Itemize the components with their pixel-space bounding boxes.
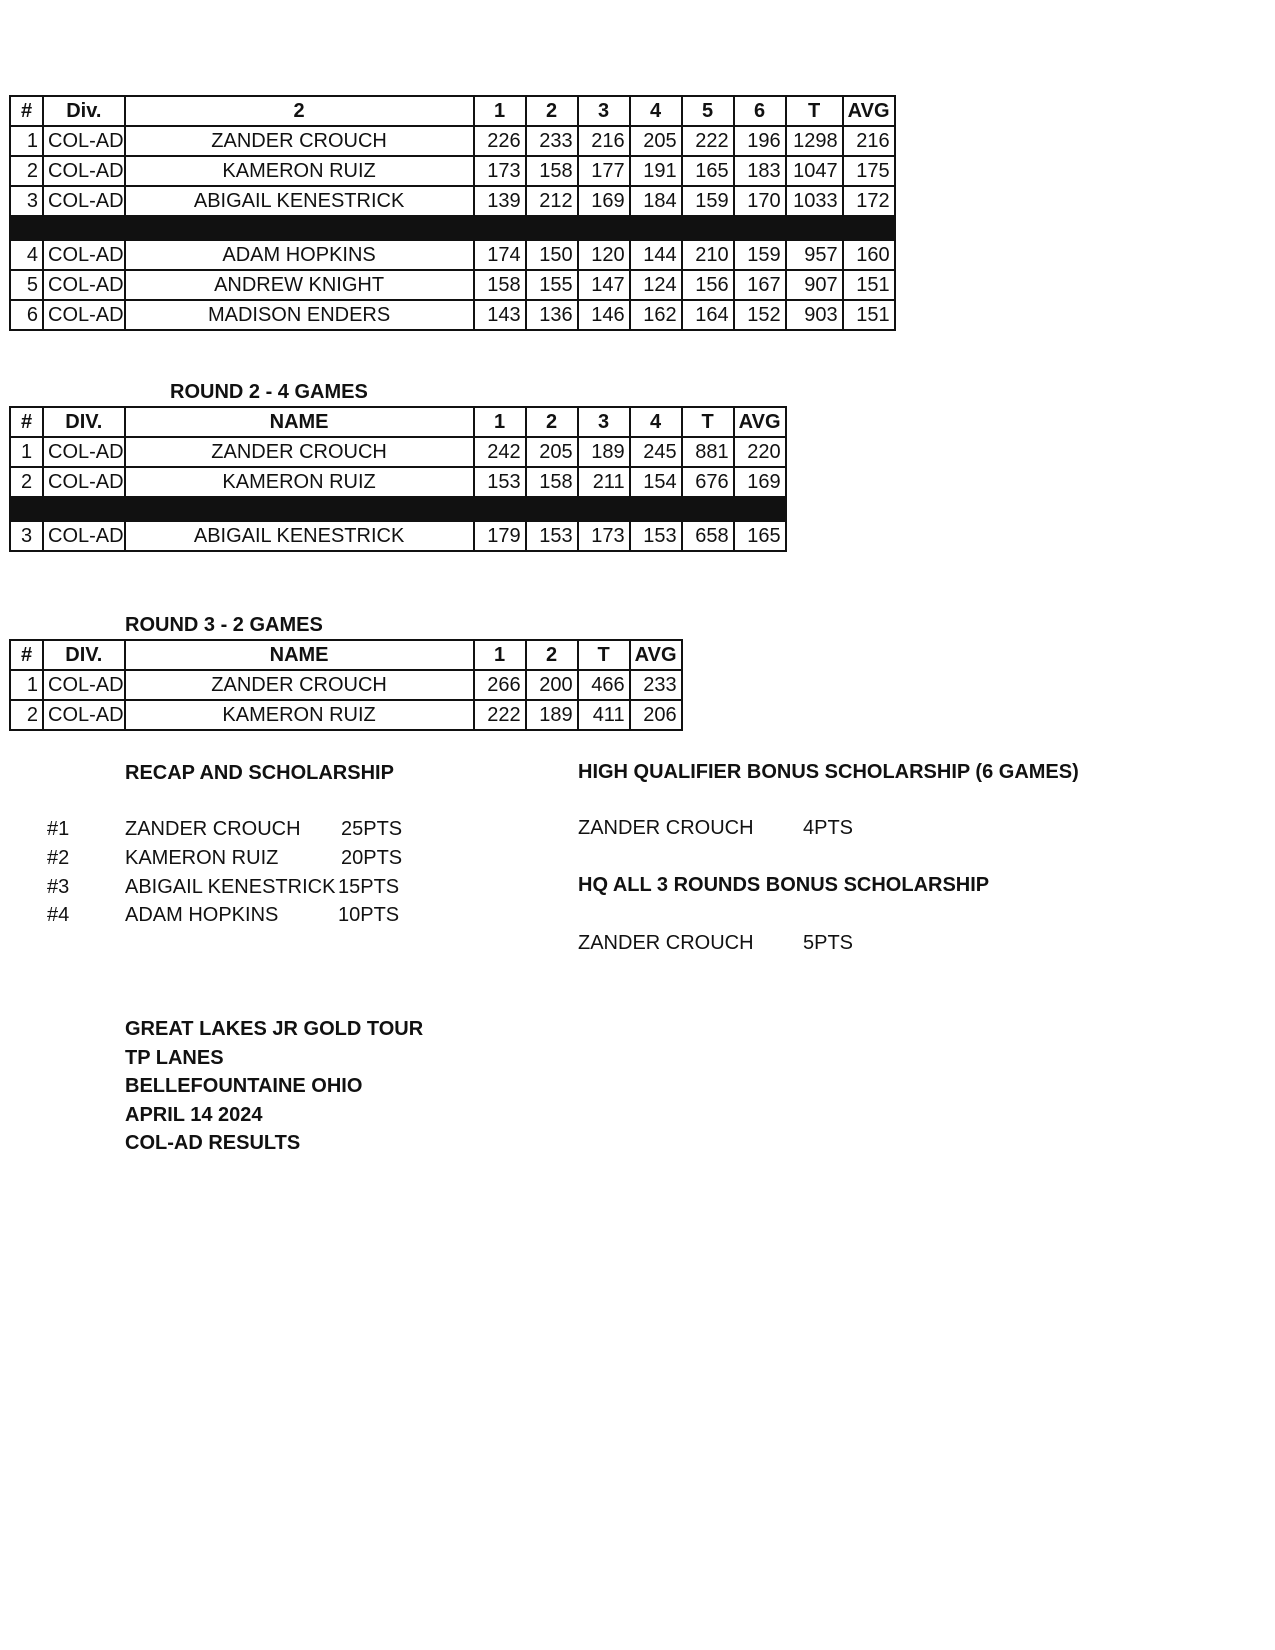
game-score-cell: 158 — [474, 270, 526, 300]
division-cell: COL-AD — [43, 670, 125, 700]
recap-name: ZANDER CROUCH — [125, 818, 301, 840]
total-cell: 903 — [786, 300, 843, 330]
table-row — [10, 156, 895, 186]
average-cell: 151 — [843, 300, 895, 330]
recap-rank: #2 — [47, 847, 70, 869]
game-score-cell: 211 — [578, 467, 630, 497]
col-header: # — [10, 640, 43, 670]
table-row — [10, 270, 895, 300]
col-header: Div. — [43, 96, 125, 126]
recap-rank: #4 — [47, 904, 70, 926]
total-cell: 957 — [786, 240, 843, 270]
col-header: 1 — [474, 640, 526, 670]
col-header: DIV. — [43, 407, 125, 437]
rank-cell: 3 — [10, 521, 43, 551]
recap-points: 25PTS — [341, 818, 403, 840]
recap-name: KAMERON RUIZ — [125, 847, 279, 869]
average-cell: 216 — [843, 126, 895, 156]
game-score-cell: 173 — [578, 521, 630, 551]
name-cell: KAMERON RUIZ — [125, 700, 474, 730]
cut-line-divider — [10, 216, 895, 240]
game-score-cell: 156 — [682, 270, 734, 300]
game-score-cell: 164 — [682, 300, 734, 330]
recap-points: 10PTS — [338, 904, 400, 926]
recap-name: ABIGAIL KENESTRICK — [125, 876, 336, 898]
game-score-cell: 146 — [578, 300, 630, 330]
average-cell: 160 — [843, 240, 895, 270]
average-cell: 172 — [843, 186, 895, 216]
table-row — [10, 700, 682, 730]
game-score-cell: 212 — [526, 186, 578, 216]
game-score-cell: 184 — [630, 186, 682, 216]
table-row — [10, 670, 682, 700]
division-cell: COL-AD — [43, 126, 125, 156]
col-header: T — [786, 96, 843, 126]
round3-header-row — [10, 640, 682, 670]
game-score-cell: 210 — [682, 240, 734, 270]
round3-table — [9, 639, 683, 731]
game-score-cell: 167 — [734, 270, 786, 300]
col-header: 2 — [125, 96, 474, 126]
hq-bonus-name: ZANDER CROUCH — [578, 817, 754, 839]
average-cell: 151 — [843, 270, 895, 300]
game-score-cell: 173 — [474, 156, 526, 186]
name-cell: ANDREW KNIGHT — [125, 270, 474, 300]
recap-rank: #1 — [47, 818, 70, 840]
recap-title: RECAP AND SCHOLARSHIP — [125, 762, 394, 784]
game-score-cell: 170 — [734, 186, 786, 216]
total-cell: 411 — [578, 700, 630, 730]
average-cell: 175 — [843, 156, 895, 186]
rank-cell: 2 — [10, 700, 43, 730]
table-row — [10, 300, 895, 330]
event-date: APRIL 14 2024 — [125, 1104, 263, 1126]
game-score-cell: 205 — [526, 437, 578, 467]
col-header: 3 — [578, 96, 630, 126]
rank-cell: 3 — [10, 186, 43, 216]
name-cell: MADISON ENDERS — [125, 300, 474, 330]
round2-header-row — [10, 407, 786, 437]
recap-name: ADAM HOPKINS — [125, 904, 279, 926]
col-header: AVG — [843, 96, 895, 126]
col-header: 4 — [630, 96, 682, 126]
game-score-cell: 189 — [526, 700, 578, 730]
game-score-cell: 144 — [630, 240, 682, 270]
game-score-cell: 222 — [682, 126, 734, 156]
total-cell: 466 — [578, 670, 630, 700]
total-cell: 881 — [682, 437, 734, 467]
hq-all3-points: 5PTS — [803, 932, 854, 954]
col-header: 2 — [526, 640, 578, 670]
game-score-cell: 200 — [526, 670, 578, 700]
round1-header-row — [10, 96, 895, 126]
col-header: T — [682, 407, 734, 437]
round3-title: ROUND 3 - 2 GAMES — [125, 614, 323, 636]
col-header: AVG — [734, 407, 786, 437]
game-score-cell: 196 — [734, 126, 786, 156]
table-row — [10, 437, 786, 467]
game-score-cell: 139 — [474, 186, 526, 216]
division-cell: COL-AD — [43, 240, 125, 270]
average-cell: 165 — [734, 521, 786, 551]
round2-table — [9, 406, 787, 552]
event-venue: TP LANES — [125, 1047, 224, 1069]
game-score-cell: 152 — [734, 300, 786, 330]
rank-cell: 4 — [10, 240, 43, 270]
recap-rank: #3 — [47, 876, 70, 898]
game-score-cell: 174 — [474, 240, 526, 270]
division-cell: COL-AD — [43, 300, 125, 330]
game-score-cell: 189 — [578, 437, 630, 467]
average-cell: 233 — [630, 670, 682, 700]
game-score-cell: 124 — [630, 270, 682, 300]
game-score-cell: 216 — [578, 126, 630, 156]
hq-bonus-points: 4PTS — [803, 817, 854, 839]
game-score-cell: 159 — [682, 186, 734, 216]
table-row — [10, 186, 895, 216]
game-score-cell: 226 — [474, 126, 526, 156]
game-score-cell: 154 — [630, 467, 682, 497]
col-header: DIV. — [43, 640, 125, 670]
game-score-cell: 136 — [526, 300, 578, 330]
name-cell: ADAM HOPKINS — [125, 240, 474, 270]
division-cell: COL-AD — [43, 521, 125, 551]
game-score-cell: 159 — [734, 240, 786, 270]
recap-points: 20PTS — [341, 847, 403, 869]
col-header: NAME — [125, 407, 474, 437]
hq-bonus-title: HIGH QUALIFIER BONUS SCHOLARSHIP (6 GAMES) — [578, 761, 1079, 783]
col-header: AVG — [630, 640, 682, 670]
col-header: 2 — [526, 407, 578, 437]
name-cell: KAMERON RUIZ — [125, 156, 474, 186]
division-cell: COL-AD — [43, 437, 125, 467]
game-score-cell: 233 — [526, 126, 578, 156]
game-score-cell: 155 — [526, 270, 578, 300]
total-cell: 676 — [682, 467, 734, 497]
hq-all3-title: HQ ALL 3 ROUNDS BONUS SCHOLARSHIP — [578, 874, 990, 896]
col-header: NAME — [125, 640, 474, 670]
average-cell: 220 — [734, 437, 786, 467]
col-header: 5 — [682, 96, 734, 126]
col-header: 1 — [474, 96, 526, 126]
game-score-cell: 120 — [578, 240, 630, 270]
rank-cell: 2 — [10, 467, 43, 497]
table-row — [10, 126, 895, 156]
round2-title: ROUND 2 - 4 GAMES — [170, 381, 368, 403]
game-score-cell: 245 — [630, 437, 682, 467]
total-cell: 658 — [682, 521, 734, 551]
total-cell: 907 — [786, 270, 843, 300]
division-cell: COL-AD — [43, 156, 125, 186]
average-cell: 206 — [630, 700, 682, 730]
rank-cell: 2 — [10, 156, 43, 186]
rank-cell: 1 — [10, 126, 43, 156]
cut-line-divider — [10, 497, 786, 521]
name-cell: ZANDER CROUCH — [125, 437, 474, 467]
total-cell: 1033 — [786, 186, 843, 216]
recap-points: 15PTS — [338, 876, 400, 898]
col-header: 4 — [630, 407, 682, 437]
col-header: 2 — [526, 96, 578, 126]
round1-table — [9, 95, 896, 331]
name-cell: KAMERON RUIZ — [125, 467, 474, 497]
game-score-cell: 183 — [734, 156, 786, 186]
game-score-cell: 153 — [630, 521, 682, 551]
game-score-cell: 179 — [474, 521, 526, 551]
game-score-cell: 242 — [474, 437, 526, 467]
game-score-cell: 143 — [474, 300, 526, 330]
game-score-cell: 266 — [474, 670, 526, 700]
col-header: # — [10, 96, 43, 126]
rank-cell: 6 — [10, 300, 43, 330]
game-score-cell: 162 — [630, 300, 682, 330]
col-header: 1 — [474, 407, 526, 437]
col-header: T — [578, 640, 630, 670]
table-row — [10, 521, 786, 551]
name-cell: ZANDER CROUCH — [125, 126, 474, 156]
division-cell: COL-AD — [43, 186, 125, 216]
division-cell: COL-AD — [43, 270, 125, 300]
total-cell: 1047 — [786, 156, 843, 186]
event-location: BELLEFOUNTAINE OHIO — [125, 1075, 363, 1097]
name-cell: ABIGAIL KENESTRICK — [125, 521, 474, 551]
game-score-cell: 150 — [526, 240, 578, 270]
col-header: # — [10, 407, 43, 437]
game-score-cell: 153 — [526, 521, 578, 551]
col-header: 6 — [734, 96, 786, 126]
total-cell: 1298 — [786, 126, 843, 156]
name-cell: ABIGAIL KENESTRICK — [125, 186, 474, 216]
table-row — [10, 467, 786, 497]
game-score-cell: 153 — [474, 467, 526, 497]
game-score-cell: 222 — [474, 700, 526, 730]
game-score-cell: 177 — [578, 156, 630, 186]
game-score-cell: 191 — [630, 156, 682, 186]
average-cell: 169 — [734, 467, 786, 497]
division-cell: COL-AD — [43, 700, 125, 730]
division-cell: COL-AD — [43, 467, 125, 497]
game-score-cell: 169 — [578, 186, 630, 216]
rank-cell: 1 — [10, 670, 43, 700]
game-score-cell: 205 — [630, 126, 682, 156]
event-tour-name: GREAT LAKES JR GOLD TOUR — [125, 1018, 424, 1040]
rank-cell: 1 — [10, 437, 43, 467]
game-score-cell: 147 — [578, 270, 630, 300]
game-score-cell: 158 — [526, 467, 578, 497]
rank-cell: 5 — [10, 270, 43, 300]
event-division-results: COL-AD RESULTS — [125, 1132, 301, 1154]
name-cell: ZANDER CROUCH — [125, 670, 474, 700]
col-header: 3 — [578, 407, 630, 437]
hq-all3-name: ZANDER CROUCH — [578, 932, 754, 954]
game-score-cell: 158 — [526, 156, 578, 186]
game-score-cell: 165 — [682, 156, 734, 186]
table-row — [10, 240, 895, 270]
